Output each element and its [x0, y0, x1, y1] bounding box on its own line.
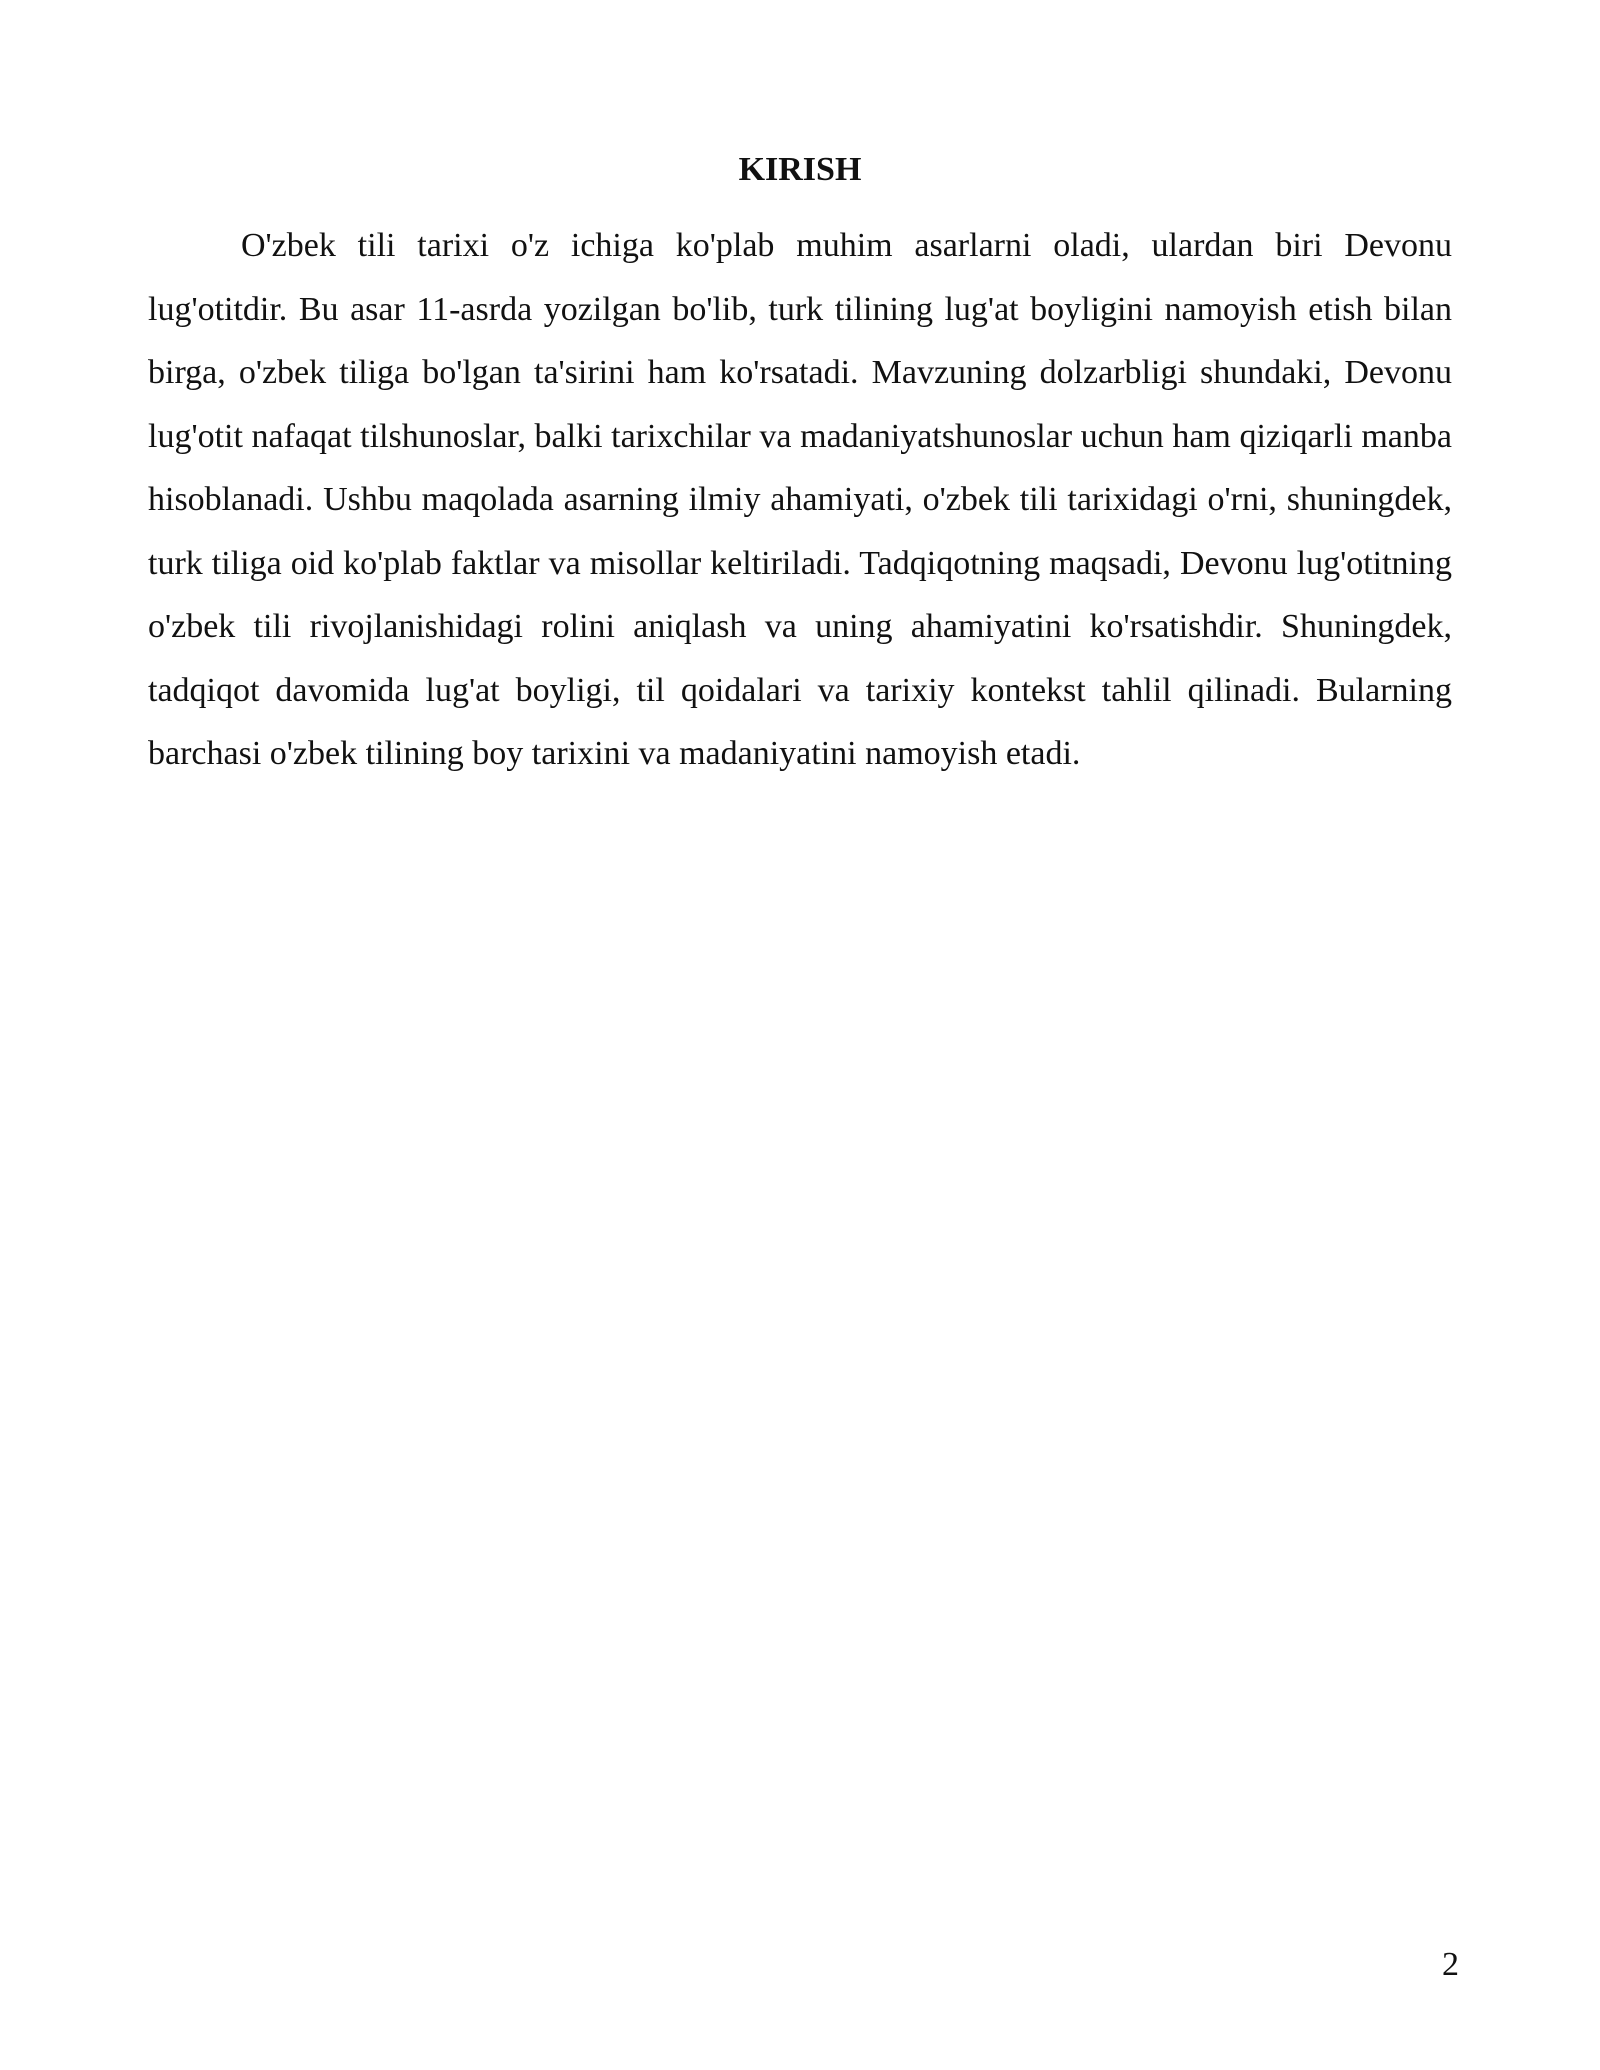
page-number: 2 [1442, 1946, 1459, 1983]
body-paragraph: O'zbek tili tarixi o'z ichiga ko'plab muhim asarlarni oladi, ulardan biri Devonu lug'otitdir. Bu asar 11-asrda yozilgan bo'lib, turk tilining lug'at boyligini namoyish etish bilan birga, o'zbek tiliga bo'lgan ta'sirini ham ko'rsatadi. Mavzuning dolzarbligi shundaki, Devonu lug'otit nafaqat tilshunoslar, balki tarixchilar va madaniyatshunoslar uchun ham qiziqarli manba hisoblanadi. Ushbu maqolada asarning ilmiy ahamiyati, o'zbek tili tarixidagi o'rni, shuningdek, turk tiliga oid ko'plab faktlar va misollar keltiriladi. Tadqiqotning maqsadi, Devonu lug'otitning o'zbek tili rivojlanishidagi rolini aniqlash va uning ahamiyatini ko'rsatishdir. Shuningdek, tadqiqot davomida lug'at boyligi, til qoidalari va tarixiy kontekst tahlil qilinadi. Bularning barchasi o'zbek tilining boy tarixini va madaniyatini namoyish etadi. [148, 227, 1452, 772]
section-heading: KIRISH [738, 151, 862, 188]
